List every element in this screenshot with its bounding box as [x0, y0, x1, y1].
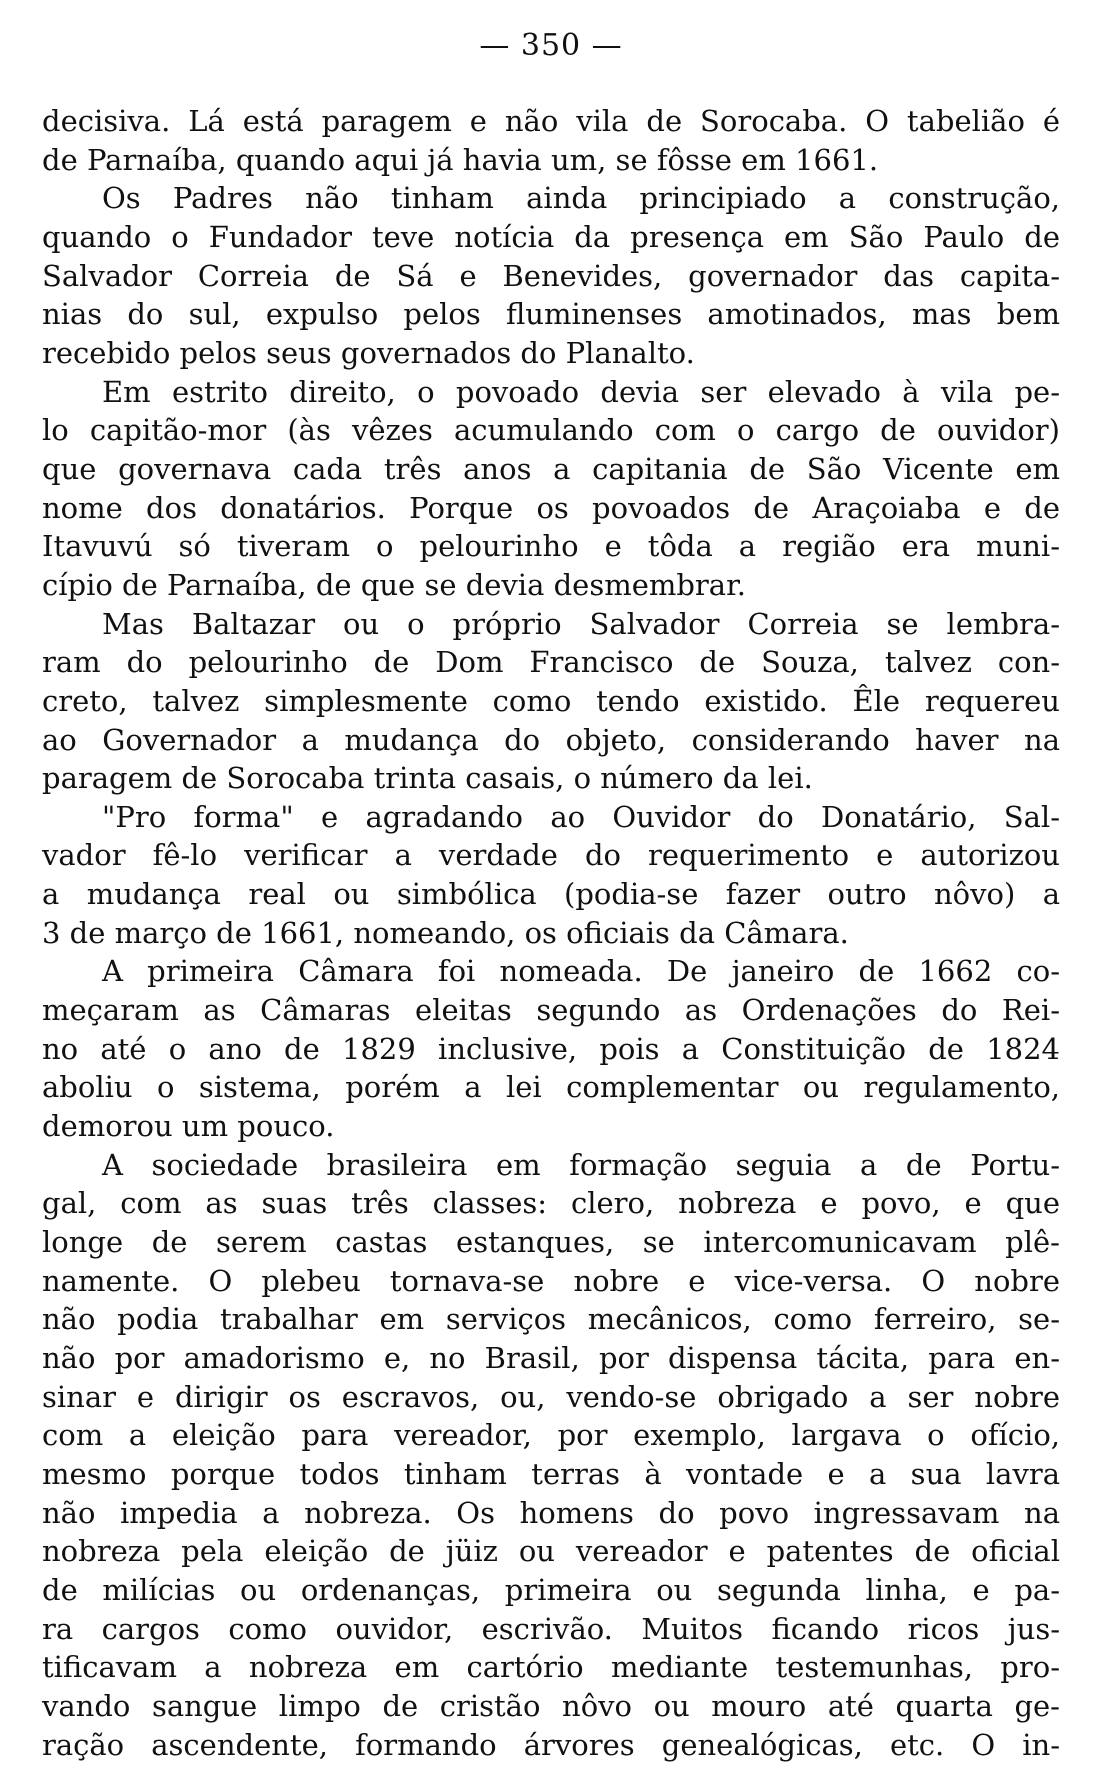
text-line: A primeira Câmara foi nomeada. De janeiro de 1662 co- — [102, 954, 1060, 989]
text-line: paragem de Sorocaba trinta casais, o número da lei. — [42, 761, 813, 796]
text-line: longe de serem castas estanques, se intercomunicavam plê- — [42, 1225, 1060, 1260]
text-line: com a eleição para vereador, por exemplo, largava o ofício, — [42, 1418, 1060, 1453]
text-line: Itavuvú só tiveram o pelourinho e tôda a região era muni- — [42, 529, 1060, 564]
text-line: aboliu o sistema, porém a lei complementar ou regulamento, — [42, 1070, 1060, 1105]
text-line: ra cargos como ouvidor, escrivão. Muitos ficando ricos jus- — [42, 1611, 1060, 1646]
text-line: namente. O plebeu tornava-se nobre e vice-versa. O nobre — [42, 1263, 1060, 1298]
body-text — [42, 102, 1060, 1764]
text-line: "Pro forma" e agradando ao Ouvidor do Donatário, Sal- — [102, 799, 1060, 834]
text-line: Mas Baltazar ou o próprio Salvador Correia se lembra- — [102, 606, 1060, 641]
text-line: mesmo porque todos tinham terras à vontade e a sua lavra — [42, 1456, 1060, 1491]
text-line: não podia trabalhar em serviços mecânicos, como ferreiro, se- — [42, 1302, 1060, 1337]
page-number: — 350 — — [479, 28, 623, 63]
text-line: recebido pelos seus governados do Planalto. — [42, 335, 695, 370]
text-line: que governava cada três anos a capitania de São Vicente em — [42, 451, 1060, 486]
text-line: creto, talvez simplesmente como tendo existido. Êle requereu — [42, 683, 1060, 718]
text-line: sinar e dirigir os escravos, ou, vendo-se obrigado a ser nobre — [42, 1379, 1060, 1414]
text-line: quando o Fundador teve notícia da presença em São Paulo de — [42, 219, 1060, 254]
text-line: nome dos donatários. Porque os povoados de Araçoiaba e de — [42, 490, 1060, 525]
text-line: no até o ano de 1829 inclusive, pois a Constituição de 1824 — [42, 1031, 1060, 1066]
text-line: vador fê-lo verificar a verdade do requerimento e autorizou — [42, 838, 1060, 873]
text-line: demorou um pouco. — [42, 1109, 335, 1144]
text-line: nias do sul, expulso pelos fluminenses amotinados, mas bem — [42, 297, 1060, 332]
text-line: meçaram as Câmaras eleitas segundo as Ordenações do Rei- — [42, 993, 1060, 1028]
text-line: tificavam a nobreza em cartório mediante testemunhas, pro- — [42, 1650, 1060, 1685]
text-line: nobreza pela eleição de jüiz ou vereador e patentes de oficial — [42, 1534, 1060, 1569]
text-line: Salvador Correia de Sá e Benevides, governador das capita- — [42, 258, 1060, 293]
text-line: ram do pelourinho de Dom Francisco de Souza, talvez con- — [42, 645, 1060, 680]
text-line: lo capitão-mor (às vêzes acumulando com o cargo de ouvidor) — [42, 413, 1060, 448]
text-line: decisiva. Lá está paragem e não vila de Sorocaba. O tabelião é — [42, 104, 1060, 138]
text-line: não por amadorismo e, no Brasil, por dispensa tácita, para en- — [42, 1341, 1060, 1375]
text-line: a mudança real ou simbólica (podia-se fazer outro nôvo) a — [42, 877, 1060, 912]
text-line: 3 de março de 1661, nomeando, os oficiais da Câmara. — [42, 915, 849, 950]
book-page — [42, 26, 1060, 1764]
text-line: gal, com as suas três classes: clero, nobreza e povo, e que — [42, 1186, 1060, 1221]
text-line: ração ascendente, formando árvores genealógicas, etc. O in- — [42, 1727, 1060, 1762]
text-line: cípio de Parnaíba, de que se devia desmembrar. — [42, 567, 746, 602]
text-line: Em estrito direito, o povoado devia ser elevado à vila pe- — [102, 374, 1060, 409]
text-line: Os Padres não tinham ainda principiado a construção, — [102, 181, 1060, 216]
text-line: ao Governador a mudança do objeto, considerando haver na — [42, 722, 1060, 757]
text-line: vando sangue limpo de cristão nôvo ou mouro até quarta ge- — [42, 1688, 1060, 1723]
text-line: de Parnaíba, quando aqui já havia um, se fôsse em 1661. — [42, 142, 879, 177]
text-line: A sociedade brasileira em formação seguia a de Portu- — [102, 1147, 1060, 1182]
text-line: de milícias ou ordenanças, primeira ou segunda linha, e pa- — [42, 1572, 1060, 1607]
text-line: não impedia a nobreza. Os homens do povo ingressavam na — [42, 1495, 1060, 1530]
